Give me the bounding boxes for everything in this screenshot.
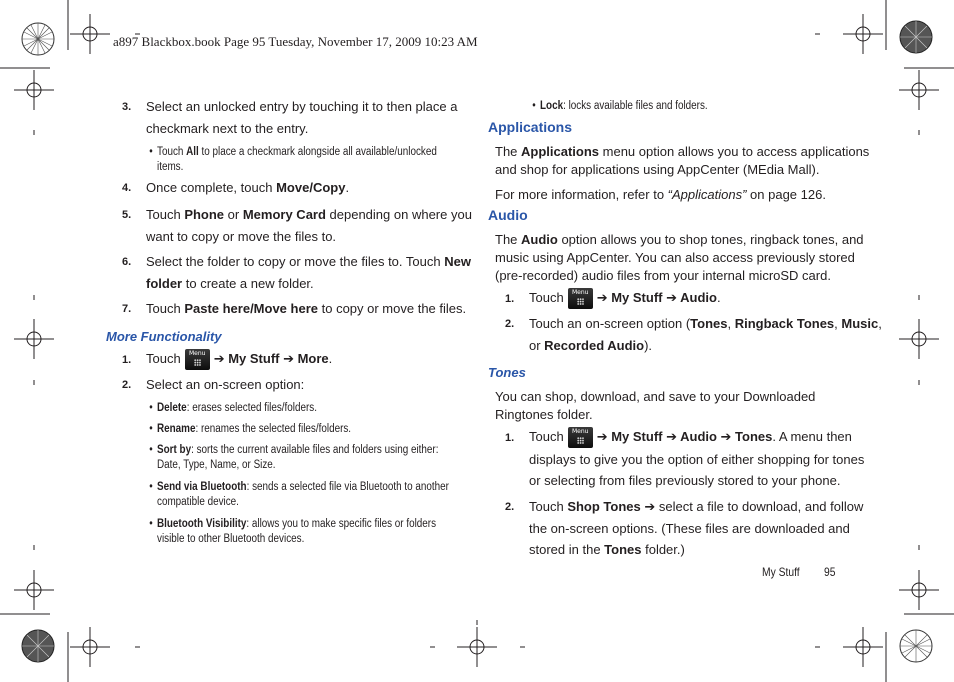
text: : sends a selected file via Bluetooth to another [246,481,449,493]
applications-paragraph [495,143,869,179]
text: on page 126. [746,187,826,202]
step-text-line2 [529,335,652,356]
step-text-line2: the on-screen options. (These files are downloaded and [529,521,850,536]
step-text: Select an on-screen option: [146,377,305,392]
tones-paragraph [495,388,815,424]
bold-text: Memory Card [242,207,326,222]
para-line1 [495,231,864,249]
text: to place a checkmark alongside all available/unlocked [198,146,437,158]
heading-audio: Audio [488,207,528,223]
text: , [878,316,882,331]
heading-applications: Applications [488,119,573,135]
bold-text: Recorded Audio [544,338,645,353]
heading-tones: Tones [488,365,526,380]
bold-text: Applications [521,144,600,159]
menu-icon [568,288,593,309]
text: ). [644,338,653,353]
menu-icon-label: Menu [188,350,206,358]
step-text [146,251,471,272]
text: stored in the [529,542,605,557]
step-number: 1. [122,354,132,366]
text: folder.) [641,542,685,557]
para-line3: (pre-recorded) audio files from your internal microSD card. [495,268,831,283]
bold-text: Shop Tones ➔ [567,499,656,514]
para-line1 [495,143,869,161]
step-text [529,426,852,448]
bold-text: Phone [184,207,225,222]
step-text [146,177,349,198]
text: For more information, refer to [495,187,668,202]
text: to create a new folder. [182,276,314,291]
page-number: 95 [824,565,836,579]
step-text [529,313,882,334]
para-line1: You can shop, download, and save to your Downloaded [495,389,816,404]
bold-text: Copy [312,180,346,195]
menu-icon [568,427,593,448]
menu-icon-label: Menu [571,428,589,436]
bullet-touch-all [157,145,437,175]
text: visible to other Bluetooth devices. [157,533,305,545]
text: option allows you to shop tones, ringback tones, and [557,232,864,247]
step-number: 1. [505,293,515,305]
bold-text: Move [276,180,310,195]
bold-text: Bluetooth Visibility [157,518,247,530]
bold-text: Lock [540,100,564,112]
bullet-rename [157,422,351,437]
bullet-sort-by [157,443,438,473]
para-line2: and shop for applications using AppCenter (MEdia Mall). [495,162,820,177]
text: or [224,207,243,222]
text: Touch [529,499,568,514]
text: . A menu then [772,429,852,444]
bold-text: Rename [157,423,196,435]
step-text-line3: or selecting from files previously stored to your phone. [529,473,841,488]
text: Touch [529,429,564,444]
text: select a file to download, and follow [655,499,864,514]
text: , [834,316,842,331]
step-number: 5. [122,209,132,221]
bold-text: Delete [157,402,187,414]
footer-section: My Stuff [762,565,800,579]
step-number: 7. [122,303,132,315]
text: compatible device. [157,496,239,508]
step-text-line2: want to copy or move the files to. [146,229,337,244]
slash: / [309,180,313,195]
text: menu option allows you to access applications [599,144,870,159]
bold-text: New [444,254,471,269]
menu-path: ➔ My Stuff ➔ More [213,351,329,366]
applications-reference [495,184,826,205]
text: or [529,338,545,353]
bold-text: Send via Bluetooth [157,481,247,493]
bold-text: Audio [521,232,558,247]
para-line2: music using AppCenter. You can also access previously stored [495,250,855,265]
text: , [727,316,735,331]
text: items. [157,161,184,173]
text: Once complete, touch [146,180,277,195]
text: : locks available files and folders. [563,100,708,112]
bullet-send-via-bluetooth [157,480,449,510]
text: Select the folder to copy or move the files to. Touch [146,254,445,269]
step-text [529,287,721,309]
text: Touch [146,301,185,316]
step-text [146,348,332,370]
text: Touch [157,146,187,158]
text: The [495,144,522,159]
step-number: 4. [122,182,132,194]
menu-icon [185,349,210,370]
text: depending on where you [325,207,472,222]
text: Date, Type, Name, or Size. [157,459,276,471]
bullet-lock [540,99,708,114]
menu-path: ➔ My Stuff ➔ Audio ➔ Tones [596,429,773,444]
step-text [529,496,863,517]
text: Touch [146,207,185,222]
bullet-bluetooth-visibility [157,517,436,547]
menu-icon-label: Menu [571,289,589,297]
step-number: 2. [505,501,515,513]
bold-text: folder [146,276,183,291]
audio-paragraph [495,231,864,285]
bold-text: Tones [604,542,642,557]
text: Touch [529,290,564,305]
para-line2: Ringtones folder. [495,407,593,422]
bold-text: Sort by [157,444,192,456]
text: The [495,232,522,247]
text: : erases selected files/folders. [186,402,317,414]
step-text-line2: checkmark next to the entry. [146,121,309,136]
text: . [345,180,350,195]
menu-path: ➔ My Stuff ➔ Audio [596,290,717,305]
step-number: 2. [505,318,515,330]
text: Touch [146,351,181,366]
text: Touch an on-screen option ( [529,316,691,331]
bold-text: All [186,146,199,158]
step-number: 6. [122,256,132,268]
step-number: 1. [505,432,515,444]
step-text [146,298,466,319]
bold-text: Paste here/Move here [184,301,318,316]
text: : renames the selected files/folders. [195,423,352,435]
heading-more-functionality: More Functionality [106,329,222,344]
step-text-line2 [146,273,314,294]
italic-text: “Applications” [667,187,747,202]
bold-text: Music [841,316,879,331]
print-header: a897 Blackbox.book Page 95 Tuesday, November 17, 2009 10:23 AM [113,34,478,49]
step-number: 2. [122,379,132,391]
text: . [328,351,333,366]
step-text-line2: displays to give you the option of either shopping for tones [529,452,865,467]
text: : sorts the current available files and folders using either: [191,444,439,456]
step-number: 3. [122,101,132,113]
step-text [146,204,472,225]
text: to copy or move the files. [318,301,467,316]
bold-text: Tones [690,316,728,331]
text: . [716,290,721,305]
text: : allows you to make specific files or folders [246,518,437,530]
step-text-line3 [529,539,685,560]
bold-text: Ringback Tones [734,316,835,331]
step-text: Select an unlocked entry by touching it to then place a [146,99,458,114]
bullet-delete [157,401,317,416]
